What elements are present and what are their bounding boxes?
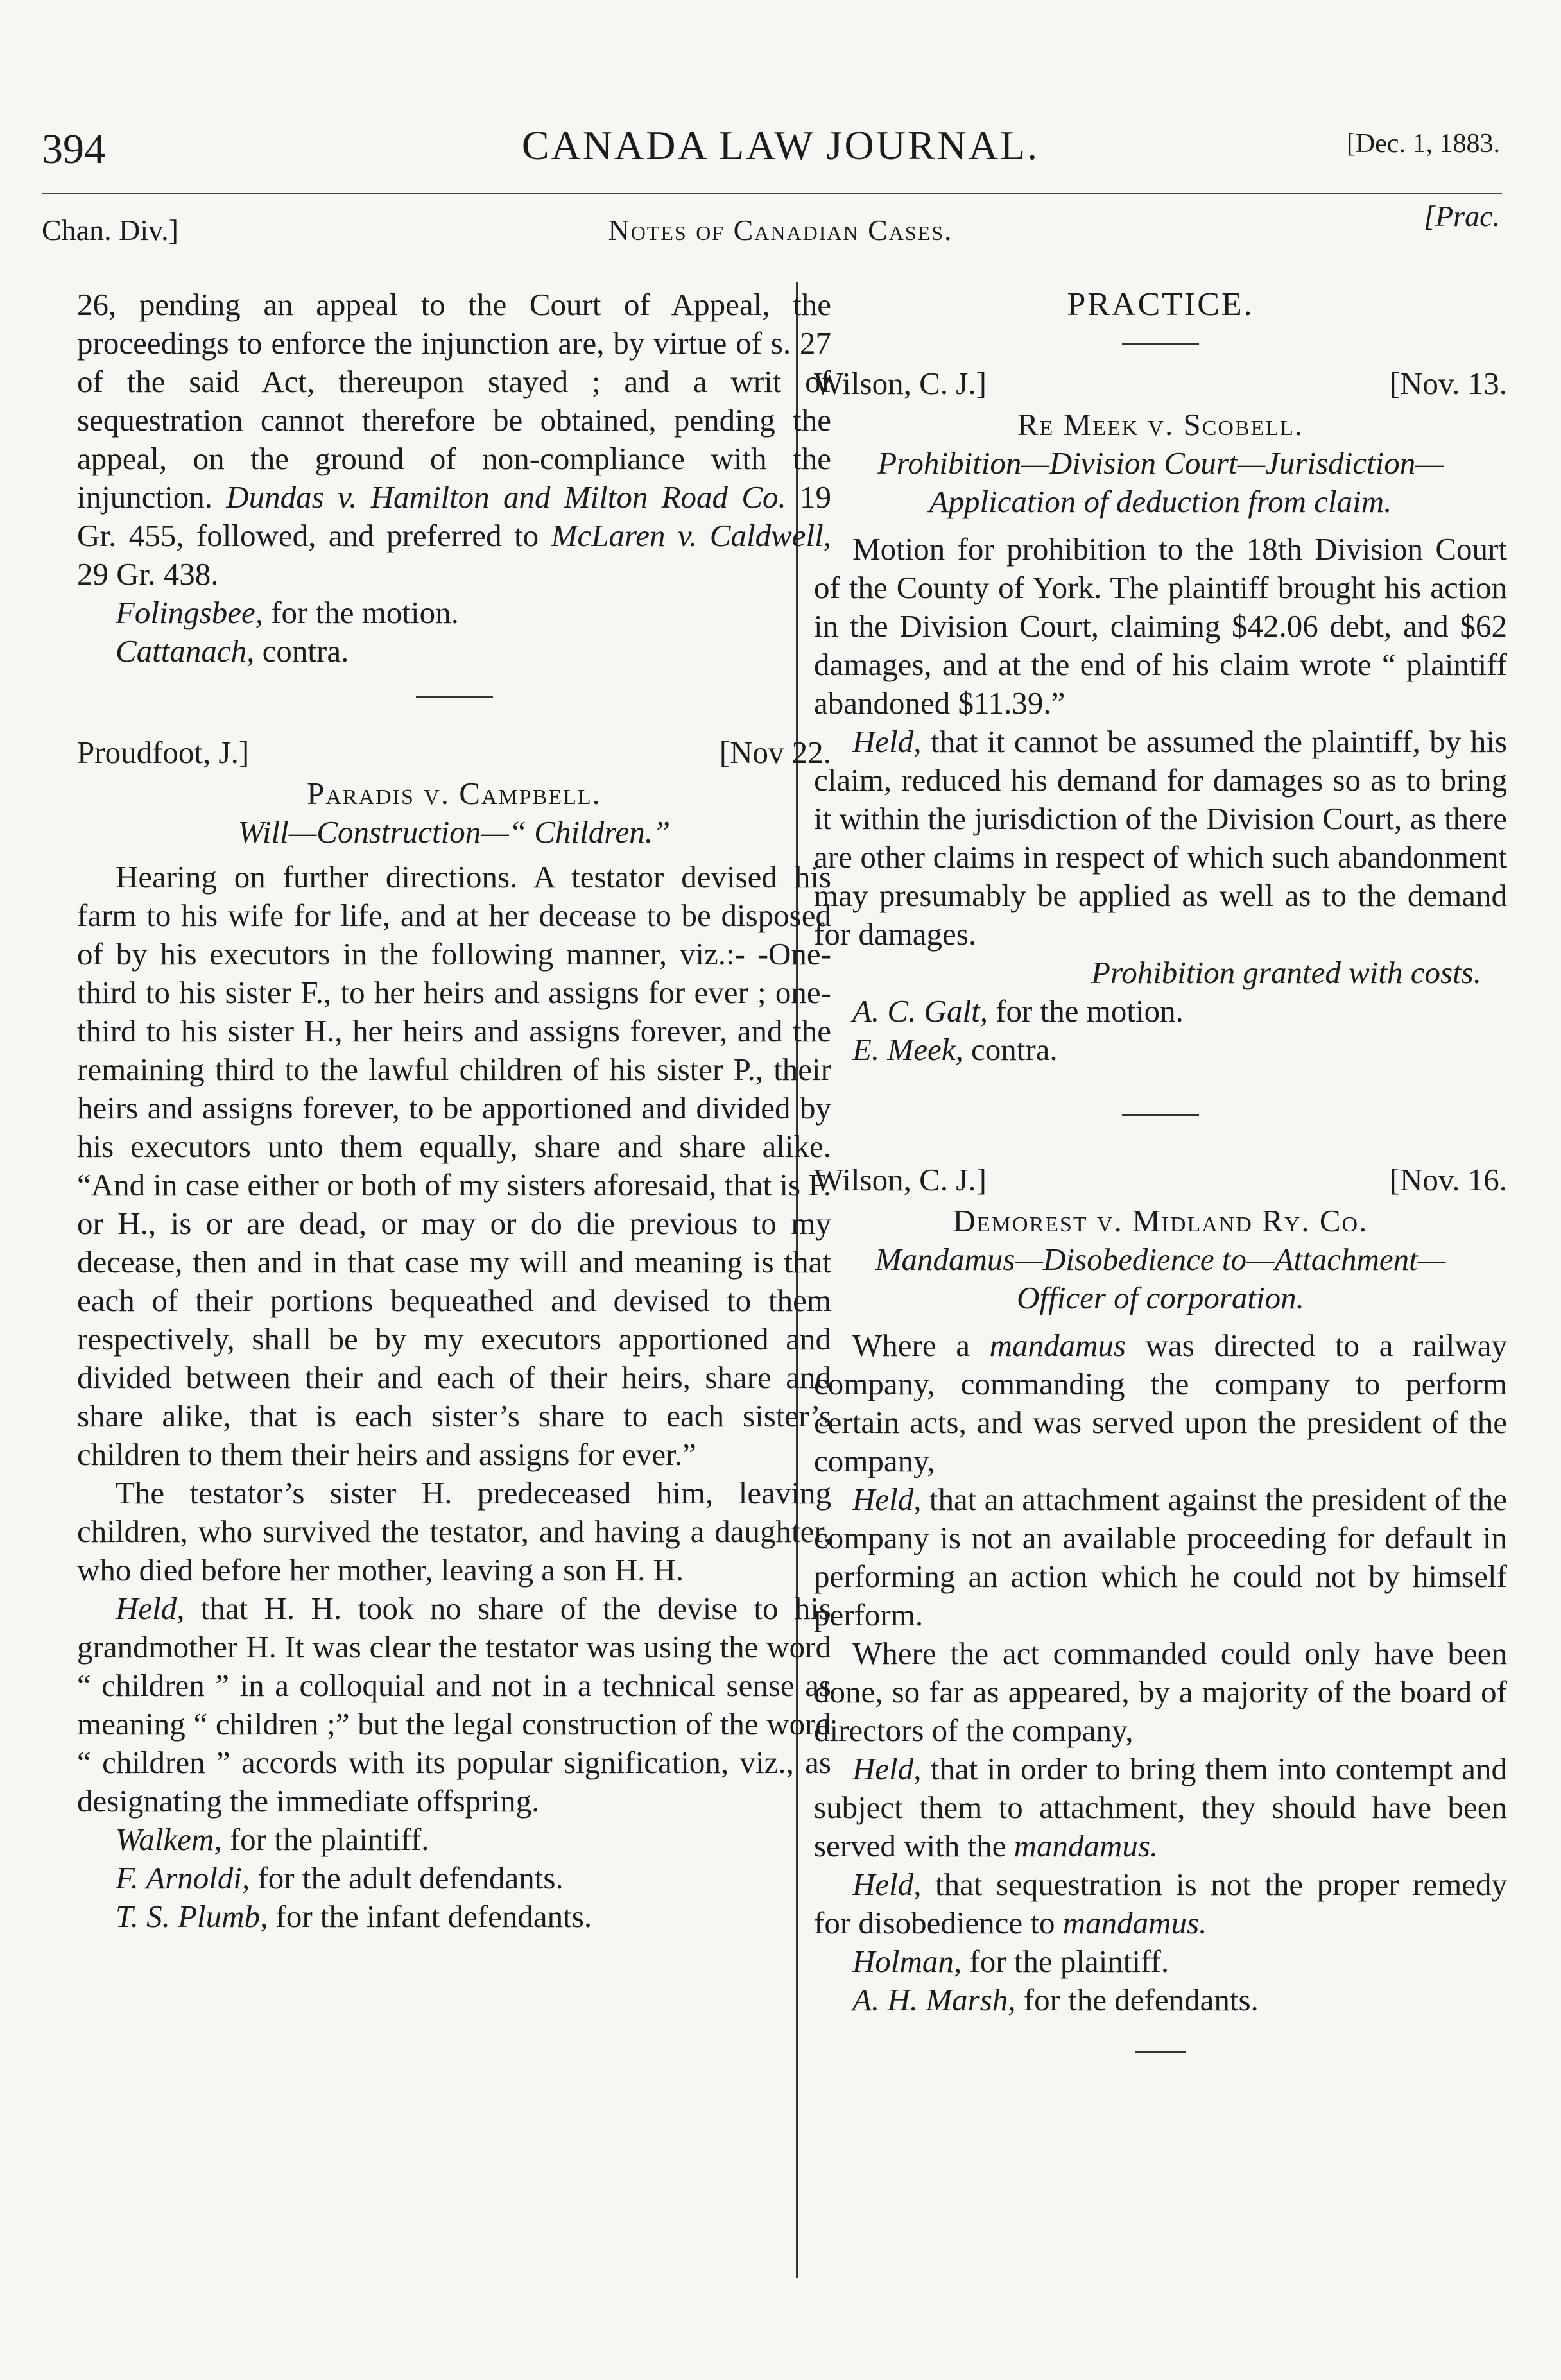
practice-heading: PRACTICE. xyxy=(1067,286,1254,323)
judge-name: Wilson, C. J.] xyxy=(814,1162,987,1197)
issue-date: [Dec. 1, 1883. xyxy=(1346,129,1500,158)
counsel-line: F. Arnoldi, for the adult defendants. xyxy=(116,1860,564,1896)
held-paragraph: Held, that an attachment against the president of the company is not an available proceeding for default in performing an action which he could not by himself perform. xyxy=(814,1482,1507,1632)
section-separator xyxy=(1135,2051,1186,2053)
judge-name: Wilson, C. J.] xyxy=(814,366,987,401)
case-paragraph: The testator’s sister H. predeceased him, leaving children, who survived the testator, and having a daughter, who died before her mother, leaving a son H. H. xyxy=(77,1475,831,1588)
held-paragraph: Held, that sequestration is not the proper remedy for disobedience to mandamus. xyxy=(814,1867,1507,1940)
judge-line xyxy=(814,364,1507,403)
judge-line xyxy=(814,1161,1507,1199)
section-separator xyxy=(416,696,493,698)
citation-case-name: Dundas v. Hamilton and Milton Road Co. xyxy=(226,479,786,515)
case-paragraph: Hearing on further directions. A testator devised his farm to his wife for life, and at her decease to be disposed of by his executors in the following manner, viz.:- -One-third to his sister F., to her heirs and assigns for ever ; one-third to his sister H., her heirs and assigns forever, and the remaining third to the lawful children of his sister P., their heirs and assigns forever, to be apportioned and divided by his executors unto them equally, share and share alike. “And in case either or both of my sisters aforesaid, that is F. or H., is or are dead, or may or do die previous to my decease, then and in that case my will and meaning is that each of their portions bequeathed and devised to them respectively, shall be by my executors apportioned and divided between their and each of their heirs, share and share alike, that is each sister’s share to each sister’s children to them their heirs and assigns for ever.” xyxy=(77,859,831,1472)
case-title: Paradis v. Campbell. xyxy=(307,776,601,811)
counsel-line: Walkem, for the plaintiff. xyxy=(116,1822,429,1857)
journal-title: CANADA LAW JOURNAL. xyxy=(521,123,1040,168)
case-result: Prohibition granted with costs. xyxy=(1091,955,1481,990)
page-header xyxy=(0,0,1561,257)
case-date: [Nov. 13. xyxy=(1389,366,1507,401)
case-date: [Nov 22. xyxy=(719,735,831,770)
counsel-line: Holman, for the plaintiff. xyxy=(852,1944,1169,1979)
case-paragraph: Where the act commanded could only have been done, so far as appeared, by a majority of the board of directors of the company, xyxy=(814,1636,1507,1748)
case-subject: Will—Construction—“ Children.” xyxy=(237,814,671,850)
counsel-line: Folingsbee, for the motion. xyxy=(116,595,459,630)
header-rule xyxy=(42,193,1502,194)
counsel-line: A. H. Marsh, for the defendants. xyxy=(852,1982,1259,2017)
section-separator xyxy=(1122,343,1199,345)
case-title: Re Meek v. Scobell. xyxy=(1017,407,1304,442)
citation-case-name: McLaren v. Caldwell, xyxy=(551,518,831,553)
section-right-label: [Prac. xyxy=(1424,200,1500,232)
case-title: Demorest v. Midland Ry. Co. xyxy=(953,1203,1368,1238)
case-paragraph: Motion for prohibition to the 18th Division Court of the County of York. The plaintiff brought his action in the Division Court, claiming $42.06 debt, and $62 damages, and at the end of his claim wrote “ plaintiff abandoned $11.39.” xyxy=(814,531,1507,721)
held-paragraph: Held, that it cannot be assumed the plaintiff, by his claim, reduced his demand for damages so as to bring it within the jurisdiction of the Division Court, as there are other claims in respect of which such abandonment may presumably be applied as well as to the demand for damages. xyxy=(814,724,1507,952)
continuation-paragraph: 26, pending an appeal to the Court of Appeal, the proceedings to enforce the injunction are, by virtue of s. 27 of the said Act, thereupon stayed ; and a writ of sequestration cannot therefore be obtained, pending the appeal, on the ground of non-compliance with the injunction. Dundas v. Hamilton and Milton Road Co. 19 Gr. 455, followed, and preferred to McLaren v. Caldwell, 29 Gr. 438. xyxy=(77,287,832,592)
left-column xyxy=(77,286,831,1936)
case-subject: Application of deduction from claim. xyxy=(929,484,1392,519)
case-subject: Prohibition—Division Court—Jurisdiction— xyxy=(877,445,1444,481)
section-title: Notes of Canadian Cases. xyxy=(608,214,953,246)
judge-name: Proudfoot, J.] xyxy=(77,735,250,770)
counsel-line: T. S. Plumb, for the infant defendants. xyxy=(116,1899,592,1934)
counsel-line: A. C. Galt, for the motion. xyxy=(852,993,1184,1029)
case-subject: Mandamus—Disobedience to—Attachment— xyxy=(875,1242,1446,1277)
case-paragraph: Where a mandamus was directed to a railway company, commanding the company to perform certain acts, and was served upon the president of the company, xyxy=(814,1328,1508,1478)
held-paragraph: Held, that H. H. took no share of the devise to his grandmother H. It was clear the testator was using the word “ children ” in a colloquial and not in a technical sense as meaning “ children ;” but the legal construction of the word “ children ” accords with its popular signification, viz., as designating the immediate offspring. xyxy=(77,1591,831,1819)
page-number: 394 xyxy=(42,126,105,173)
held-paragraph: Held, that in order to bring them into contempt and subject them to attachment, they should have been served with the mandamus. xyxy=(814,1751,1507,1863)
case-date: [Nov. 16. xyxy=(1389,1162,1507,1197)
division-label: Chan. Div.] xyxy=(42,214,178,246)
counsel-line: E. Meek, contra. xyxy=(852,1032,1058,1067)
right-column xyxy=(814,286,1507,2053)
judge-line xyxy=(77,733,831,772)
counsel-line: Cattanach, contra. xyxy=(116,633,349,669)
case-subject: Officer of corporation. xyxy=(1017,1280,1304,1315)
section-separator xyxy=(1122,1114,1199,1116)
